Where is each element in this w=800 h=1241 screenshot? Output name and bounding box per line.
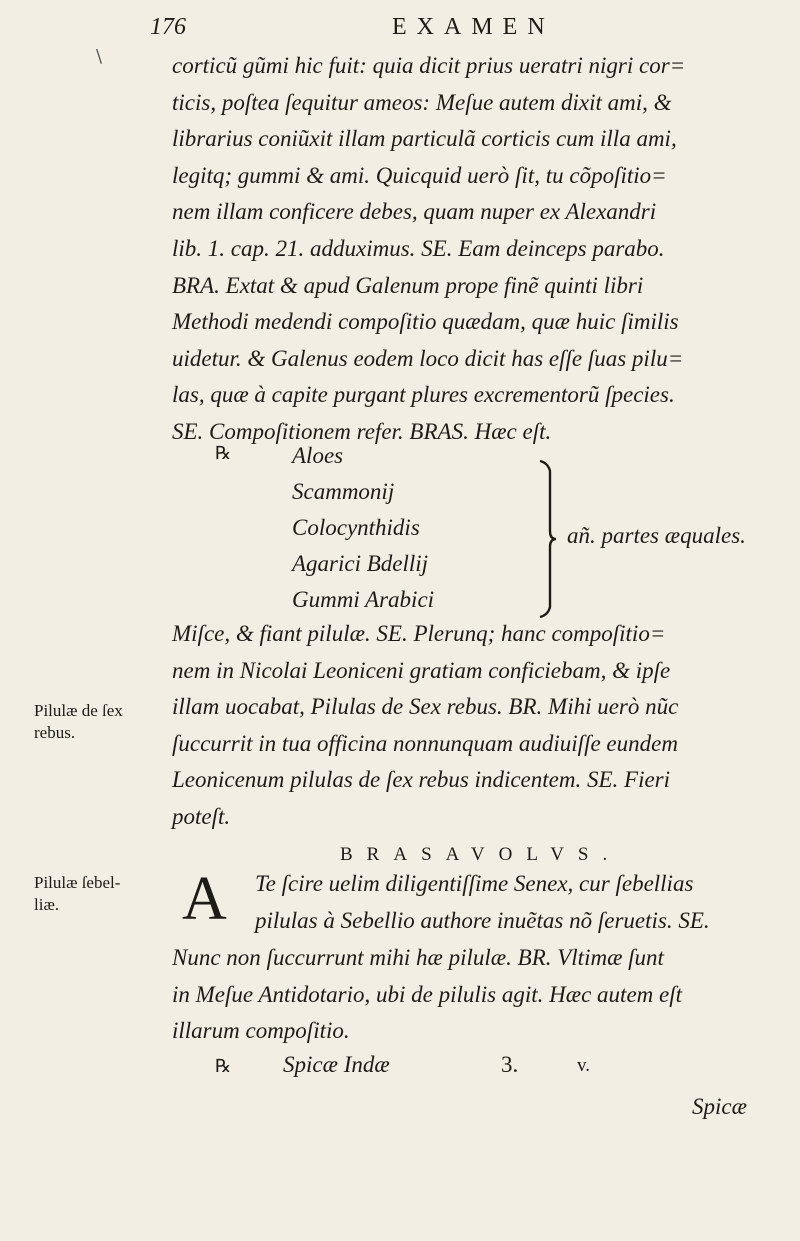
text-line: pilulas à Sebellio authore inuẽtas nõ ſeruetis. SE. xyxy=(255,907,710,933)
recipe-ingredient: Agarici Bdellij xyxy=(292,551,429,576)
recipe-ingredient: Colocynthidis xyxy=(292,515,420,540)
folio-number: 176 xyxy=(150,14,186,40)
recipe-unit: v. xyxy=(577,1055,591,1076)
text-line: ticis, poſtea ſequitur ameos: Meſue autem dixit ami, & xyxy=(172,89,672,115)
body-text-block-1 xyxy=(172,48,772,451)
stray-mark: \ xyxy=(96,46,103,67)
text-line: nem in Nicolai Leoniceni gratiam conficiebam, & ipſe xyxy=(172,657,671,683)
margin-note xyxy=(34,872,164,916)
text-line: ſuccurrit in tua officina nonnunquam audiuiſſe eundem xyxy=(172,730,678,756)
text-line: in Meſue Antidotario, ubi de pilulis agit. Hæc autem eſt xyxy=(172,981,682,1007)
text-line: illam uocabat, Pilulas de Sex rebus. BR. Mihi uerò nũc xyxy=(172,694,679,720)
margin-note-line: rebus. xyxy=(34,723,76,742)
text-line: uidetur. & Galenus eodem loco dicit has eſſe ſuas pilu= xyxy=(172,345,684,371)
margin-note-line: Pilulæ ſebel- xyxy=(34,873,121,892)
margin-note xyxy=(34,700,164,744)
recipe-dose: añ. partes æquales. xyxy=(567,523,746,548)
recipe-ingredient: Scammonij xyxy=(292,479,395,504)
margin-note-line: liæ. xyxy=(34,895,60,914)
text-line: legitq; gummi & ami. Quicquid uerò ſit, tu cõpoſitio= xyxy=(172,162,667,188)
running-title: EXAMEN xyxy=(392,14,555,40)
body-text-block-3 xyxy=(172,940,772,1050)
text-line: BRA. Extat & apud Galenum prope finẽ quinti libri xyxy=(172,272,644,298)
recipe-quantity: 3. xyxy=(501,1052,519,1077)
text-line: corticũ gũmi hic fuit: quia dicit prius ueratri nigri cor= xyxy=(172,53,686,78)
margin-note-line: Pilulæ de ſex xyxy=(34,701,123,720)
text-line: nem illam conficere debes, quam nuper ex Alexandri xyxy=(172,199,657,225)
catchword: Spicæ xyxy=(692,1094,747,1119)
text-line: SE. Compoſitionem refer. BRAS. Hæc eſt. xyxy=(172,418,552,444)
body-text-block-2 xyxy=(172,616,772,836)
indented-lines xyxy=(255,866,710,939)
text-line: Nunc non ſuccurrunt mihi hæ pilulæ. BR. Vltimæ ſunt xyxy=(172,945,664,970)
recipe-symbol: ℞ xyxy=(215,1056,232,1076)
text-line: Leonicenum pilulas de ſex rebus indicentem. SE. Fieri xyxy=(172,767,671,793)
drop-initial: A xyxy=(182,865,227,933)
text-line: Te ſcire uelim diligentiſſime Senex, cur ſebellias xyxy=(255,871,694,896)
text-line: Methodi medendi compoſitio quædam, quæ huic ſimilis xyxy=(172,309,679,335)
text-line: Miſce, & fiant pilulæ. SE. Plerunq; hanc compoſitio= xyxy=(172,621,666,646)
text-line: illarum compoſitio. xyxy=(172,1018,350,1044)
recipe-symbol: ℞ xyxy=(215,443,232,463)
recipe-ingredient: Spicæ Indæ xyxy=(283,1052,390,1077)
recipe-ingredient: Aloes xyxy=(292,443,344,468)
text-line: librarius coniũxit illam particulã corticis cum illa ami, xyxy=(172,126,677,152)
text-line: lib. 1. cap. 21. adduximus. SE. Eam deinceps parabo. xyxy=(172,235,665,261)
recipe-ingredient: Gummi Arabici xyxy=(292,587,435,612)
brace-bracket xyxy=(536,459,556,619)
text-line: poteſt. xyxy=(172,803,231,829)
text-line: las, quæ à capite purgant plures excrementorũ ſpecies. xyxy=(172,382,675,408)
section-heading: BRASAVOLVS. xyxy=(340,844,622,865)
recipe-2-row xyxy=(215,1052,775,1088)
